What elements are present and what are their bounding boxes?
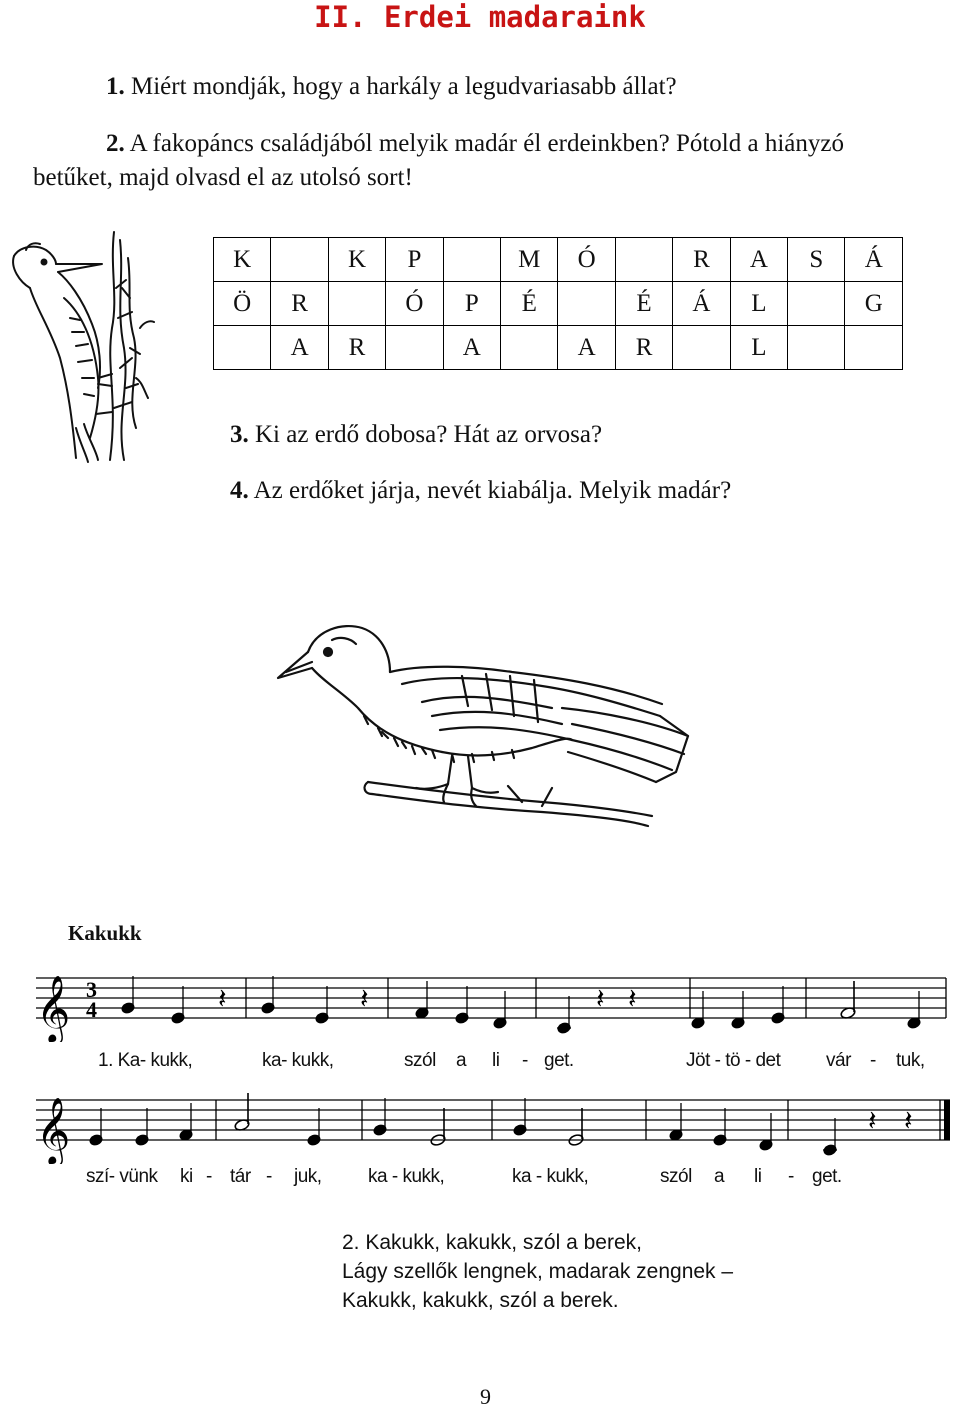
question-4-text: Az erdőket járja, nevét kiabálja. Melyik madár? bbox=[253, 477, 732, 504]
quarter-rest-icon: 𝄽 bbox=[596, 982, 605, 1015]
grid-cell[interactable]: Ó bbox=[558, 238, 615, 282]
lyric: juk, bbox=[294, 1166, 322, 1187]
grid-cell[interactable] bbox=[788, 282, 845, 326]
verse-2-line: Kakukk, kakukk, szól a berek. bbox=[342, 1289, 619, 1312]
final-barline bbox=[944, 1100, 950, 1140]
lyric: ka - kukk, bbox=[368, 1166, 445, 1187]
lyric: a bbox=[456, 1050, 467, 1071]
grid-cell[interactable]: R bbox=[615, 326, 672, 370]
grid-cell[interactable]: M bbox=[501, 238, 558, 282]
grid-cell[interactable]: R bbox=[673, 238, 730, 282]
grid-cell[interactable] bbox=[788, 326, 845, 370]
cuckoo-illustration bbox=[272, 612, 704, 832]
grid-cell[interactable]: L bbox=[730, 282, 787, 326]
treble-clef-icon: 𝄞 bbox=[36, 1096, 71, 1164]
grid-cell[interactable]: A bbox=[443, 326, 500, 370]
lyric: - bbox=[788, 1166, 794, 1187]
question-3 bbox=[230, 420, 602, 450]
grid-cell[interactable]: É bbox=[615, 282, 672, 326]
lyric: - bbox=[266, 1166, 272, 1187]
lyric: get. bbox=[544, 1050, 574, 1071]
grid-cell[interactable]: K bbox=[214, 238, 271, 282]
grid-cell[interactable]: Ö bbox=[214, 282, 271, 326]
quarter-rest-icon: 𝄽 bbox=[218, 982, 227, 1015]
grid-cell[interactable] bbox=[271, 238, 328, 282]
music-staff-1 bbox=[30, 962, 950, 1042]
grid-cell[interactable] bbox=[558, 282, 615, 326]
verse-2 bbox=[342, 1228, 733, 1315]
question-3-text: Ki az erdő dobosa? Hát az orvosa? bbox=[255, 421, 603, 448]
grid-cell[interactable] bbox=[501, 326, 558, 370]
lyric: Jöt - tö - det bbox=[686, 1050, 781, 1071]
grid-cell[interactable]: Á bbox=[673, 282, 730, 326]
question-1 bbox=[106, 72, 677, 102]
music-staff-2 bbox=[30, 1084, 958, 1164]
grid-cell[interactable]: Ó bbox=[386, 282, 443, 326]
grid-cell[interactable]: G bbox=[845, 282, 903, 326]
lyric: ka - kukk, bbox=[512, 1166, 589, 1187]
question-4 bbox=[230, 476, 731, 506]
lyric: get. bbox=[812, 1166, 842, 1187]
grid-cell[interactable]: R bbox=[271, 282, 328, 326]
lyric: vár bbox=[826, 1050, 851, 1071]
grid-cell[interactable] bbox=[214, 326, 271, 370]
grid-cell[interactable] bbox=[443, 238, 500, 282]
time-signature-top: 3 bbox=[86, 977, 97, 1002]
grid-row-2 bbox=[214, 282, 903, 326]
grid-cell[interactable]: L bbox=[730, 326, 787, 370]
grid-cell[interactable]: Á bbox=[845, 238, 903, 282]
question-1-text: Miért mondják, hogy a harkály a legudvariasabb állat? bbox=[131, 73, 677, 100]
grid-cell[interactable]: A bbox=[271, 326, 328, 370]
lyric: szól bbox=[660, 1166, 692, 1187]
lyric: tár bbox=[230, 1166, 251, 1187]
grid-cell[interactable]: A bbox=[558, 326, 615, 370]
grid-cell[interactable] bbox=[673, 326, 730, 370]
grid-cell[interactable]: R bbox=[328, 326, 385, 370]
letter-grid bbox=[213, 237, 903, 370]
grid-cell[interactable]: A bbox=[730, 238, 787, 282]
page-number: 9 bbox=[480, 1384, 491, 1409]
quarter-rest-icon: 𝄽 bbox=[904, 1104, 913, 1137]
grid-cell[interactable] bbox=[615, 238, 672, 282]
lyric: szí- vünk bbox=[86, 1166, 158, 1187]
grid-row-1 bbox=[214, 238, 903, 282]
verse-2-line: 2. Kakukk, kakukk, szól a berek, bbox=[342, 1231, 642, 1254]
quarter-rest-icon: 𝄽 bbox=[360, 982, 369, 1015]
lyric: szól bbox=[404, 1050, 436, 1071]
lyric: - bbox=[870, 1050, 876, 1071]
quarter-rest-icon: 𝄽 bbox=[868, 1104, 877, 1137]
grid-row-3 bbox=[214, 326, 903, 370]
question-2-text-1: A fakopáncs családjából melyik madár él erdeinkben? Pótold a hiányzó bbox=[129, 130, 844, 157]
woodpecker-illustration bbox=[6, 228, 156, 464]
grid-cell[interactable]: S bbox=[788, 238, 845, 282]
question-3-number: 3. bbox=[230, 421, 249, 448]
grid-cell[interactable]: É bbox=[501, 282, 558, 326]
song-title: Kakukk bbox=[68, 921, 142, 945]
grid-cell[interactable] bbox=[845, 326, 903, 370]
question-1-number: 1. bbox=[106, 73, 125, 100]
grid-cell[interactable]: K bbox=[328, 238, 385, 282]
lyric: ka- kukk, bbox=[262, 1050, 334, 1071]
lyric: li bbox=[754, 1166, 762, 1187]
question-2-line-1 bbox=[106, 129, 844, 159]
question-2-number: 2. bbox=[106, 130, 125, 157]
lyric: a bbox=[714, 1166, 725, 1187]
grid-cell[interactable]: P bbox=[386, 238, 443, 282]
lyric: ki bbox=[180, 1166, 193, 1187]
page-title: II. Erdei madaraink bbox=[314, 0, 646, 34]
quarter-rest-icon: 𝄽 bbox=[628, 982, 637, 1015]
question-4-number: 4. bbox=[230, 477, 249, 504]
time-signature-bottom: 4 bbox=[86, 997, 97, 1022]
grid-cell[interactable]: P bbox=[443, 282, 500, 326]
lyric: li bbox=[492, 1050, 500, 1071]
treble-clef-icon: 𝄞 bbox=[36, 974, 71, 1042]
verse-2-line: Lágy szellők lengnek, madarak zengnek – bbox=[342, 1260, 734, 1283]
lyric: - bbox=[522, 1050, 528, 1071]
question-2-line-2: betűket, majd olvasd el az utolsó sort! bbox=[33, 164, 413, 191]
lyric: 1. Ka- kukk, bbox=[98, 1050, 193, 1071]
grid-cell[interactable] bbox=[328, 282, 385, 326]
lyric: - bbox=[206, 1166, 212, 1187]
grid-cell[interactable] bbox=[386, 326, 443, 370]
lyric: tuk, bbox=[896, 1050, 925, 1071]
